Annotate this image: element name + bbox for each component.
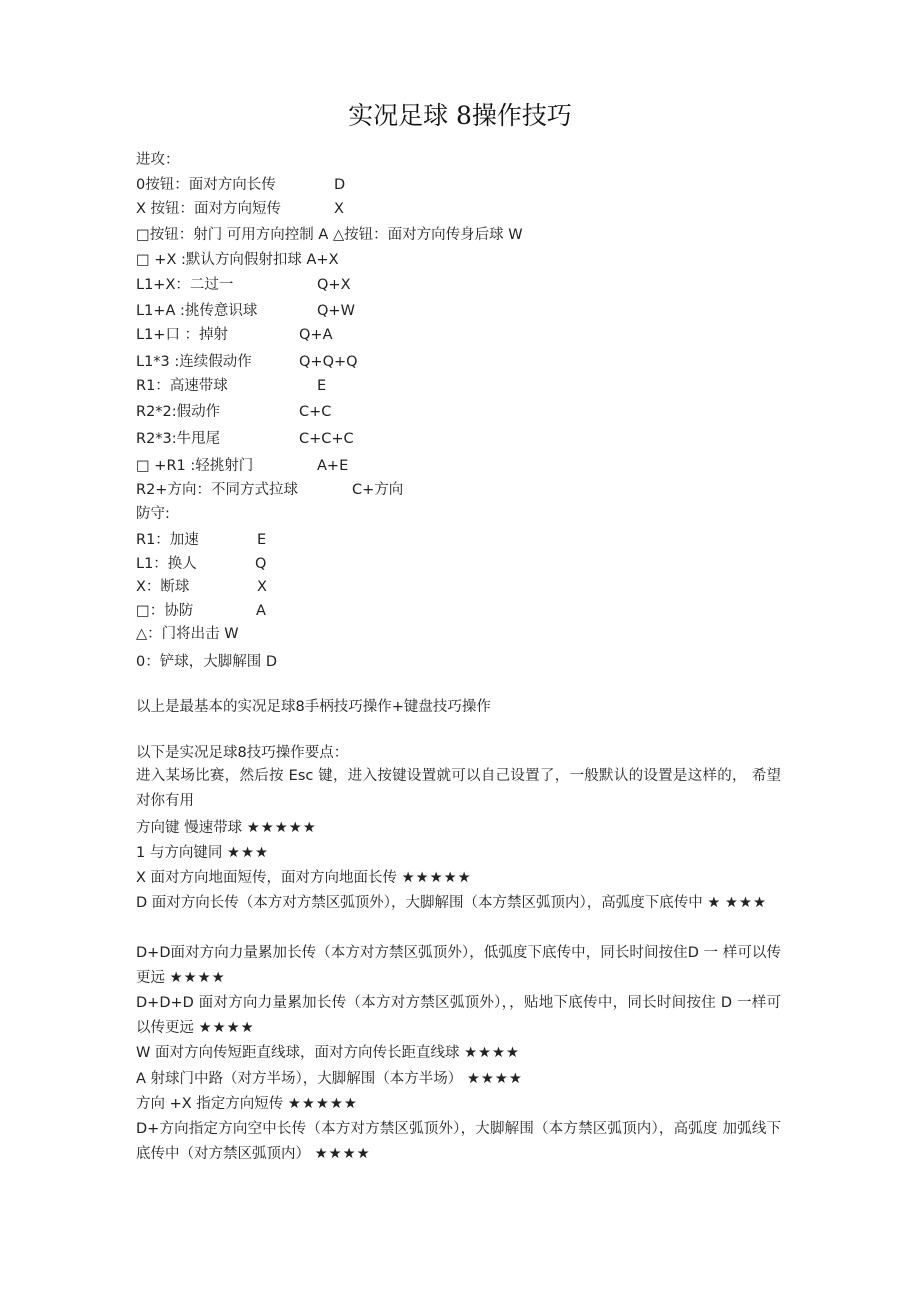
- attack-item-key: E: [317, 378, 327, 394]
- tip-text: A 射球门中路（对方半场），大脚解围（本方半场）: [136, 1071, 463, 1087]
- attack-item-key: X: [334, 201, 344, 217]
- defense-item-key: A: [256, 603, 266, 619]
- rating-stars: ★★★★: [466, 1071, 523, 1087]
- tip-item: [136, 866, 781, 891]
- attack-item-key: D: [334, 177, 346, 193]
- rating-stars: ★★★: [226, 845, 269, 861]
- attack-heading: 进攻：: [136, 152, 180, 168]
- tip-item: [136, 891, 781, 916]
- attack-item-action: R2*2:假动作: [136, 404, 221, 420]
- tip-item: [136, 1117, 781, 1167]
- tip-item: [136, 1092, 781, 1117]
- attack-item-key: Q+X: [317, 277, 351, 293]
- rating-stars: ★★★★: [314, 1146, 371, 1162]
- defense-item-key: E: [257, 532, 267, 548]
- attack-item-key: C+方向: [352, 482, 404, 498]
- defense-item-key: X: [257, 579, 267, 595]
- rating-stars: ★★★★: [169, 970, 226, 986]
- rating-stars: ★★★★: [198, 1020, 255, 1036]
- rating-stars: ★★★: [725, 895, 767, 911]
- attack-item-action: L1+口 ：掉射: [136, 327, 229, 343]
- attack-item-action: L1+A :挑传意识球: [136, 303, 258, 319]
- defense-item-action: △：门将出击 W: [136, 626, 239, 642]
- tip-text: 方向 +X 指定方向短传: [136, 1096, 284, 1112]
- rating-stars: ★★★★★: [246, 820, 317, 836]
- tip-text: X 面对方向地面短传，面对方向地面长传: [136, 870, 398, 886]
- defense-item-action: X：断球: [136, 579, 190, 595]
- tip-text: D 面对方向长传（本方对方禁区弧顶外），大脚解围（本方禁区弧顶内），高弧度下底传中 ★: [136, 895, 721, 911]
- attack-item-action: □ +R1 :轻挑射门: [136, 458, 254, 474]
- attack-item-action: □按钮：射门 可用方向控制 A △按钮：面对方向传身后球 W: [136, 227, 523, 243]
- tip-item: [136, 1067, 781, 1092]
- defense-item-key: Q: [255, 556, 267, 572]
- tip-text: W 面对方向传短距直线球，面对方向传长距直线球: [136, 1045, 460, 1061]
- tips-heading: 以下是实况足球8技巧操作要点：: [136, 745, 349, 761]
- attack-item-key: C+C: [299, 404, 332, 420]
- attack-item-key: Q+W: [317, 303, 355, 319]
- attack-item-action: □ +X :默认方向假射扣球 A+X: [136, 252, 339, 268]
- attack-item-key: Q+A: [299, 327, 333, 343]
- tip-item: [136, 991, 781, 1041]
- attack-item-action: X 按钮：面对方向短传: [136, 201, 282, 217]
- document-title: 实况足球 8操作技巧: [348, 101, 572, 130]
- defense-item-action: □：协防: [136, 603, 194, 619]
- attack-item-action: R2*3:牛甩尾: [136, 431, 221, 447]
- attack-item-key: A+E: [317, 458, 349, 474]
- tip-text: D+D面对方向力量累加长传（本方对方禁区弧顶外），低弧度下底传中，同长时间按住D 一 样可以传更远: [136, 945, 781, 986]
- rating-stars: ★★★★★: [401, 870, 472, 886]
- attack-item-key: Q+Q+Q: [299, 354, 358, 370]
- defense-item-action: L1：换人: [136, 556, 197, 572]
- tip-text: 方向键 慢速带球: [136, 820, 243, 836]
- defense-item-action: R1：加速: [136, 532, 199, 548]
- tips-intro: 进入某场比赛，然后按 Esc 键，进入按键设置就可以自己设置了，一般默认的设置是这样的， 希望对你有用: [136, 768, 781, 809]
- tip-text: 1 与方向键同: [136, 845, 223, 861]
- defense-item-action: 0：铲球，大脚解围 D: [136, 654, 277, 670]
- attack-item-key: C+C+C: [299, 431, 354, 447]
- rating-stars: ★★★★: [464, 1045, 521, 1061]
- attack-item-action: L1+X：二过一: [136, 277, 234, 293]
- attack-item-action: R2+方向：不同方式拉球: [136, 482, 298, 498]
- attack-item-action: 0按钮：面对方向长传: [136, 177, 276, 193]
- defense-heading: 防守:: [136, 506, 170, 522]
- tip-text: D+D+D 面对方向力量累加长传（本方对方禁区弧顶外），，贴地下底传中，同长时间按住 D 一样可以传更远: [136, 995, 781, 1036]
- attack-item-action: R1：高速带球: [136, 378, 228, 394]
- summary-line: 以上是最基本的实况足球8手柄技巧操作+键盘技巧操作: [136, 699, 491, 715]
- tip-text: D+方向指定方向空中长传（本方对方禁区弧顶外），大脚解围（本方禁区弧顶内），高弧度 加弧线下底传中（对方禁区弧顶内）: [136, 1121, 781, 1162]
- tip-item: [136, 1041, 781, 1066]
- attack-item-action: L1*3 :连续假动作: [136, 354, 252, 370]
- tip-item: [136, 841, 781, 866]
- tip-item: [136, 941, 781, 991]
- rating-stars: ★★★★★: [287, 1096, 358, 1112]
- tip-item: [136, 816, 781, 841]
